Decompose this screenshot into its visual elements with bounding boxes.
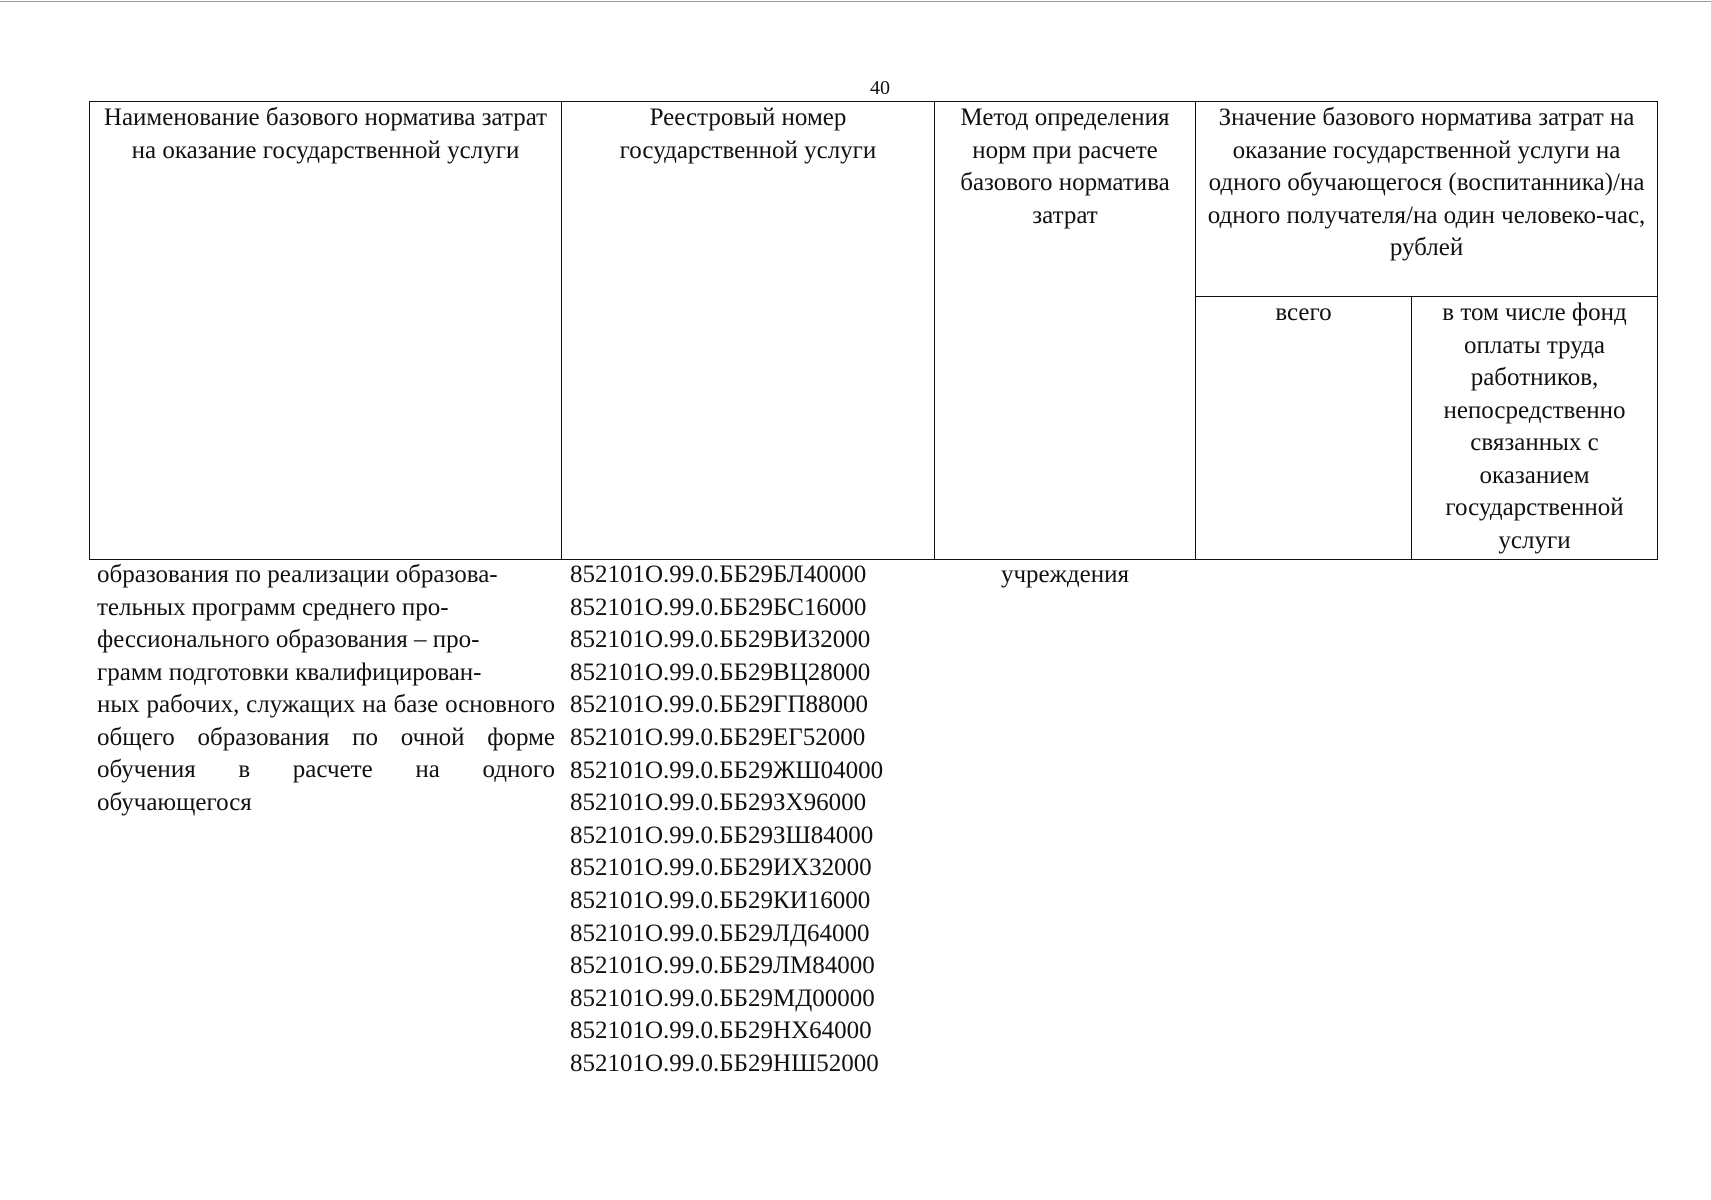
registry-code: 852101О.99.0.ББ29ВЦ28000 [570,658,871,686]
registry-code: 852101О.99.0.ББ29ЕГ52000 [570,723,866,751]
registry-code: 852101О.99.0.ББ29ЛД64000 [570,919,870,947]
registry-code: 852101О.99.0.ББ29КИ16000 [570,886,871,914]
registry-code: 852101О.99.0.ББ29ЗШ84000 [570,821,874,849]
registry-code: 852101О.99.0.ББ29ГП88000 [570,691,869,719]
header-cell-norm-value: Значение базового норматива затрат на оказание государственной услуги на одного обучающегося (воспитанника)/на одного получателя/на один человеко-час, рублей [1196,102,1658,297]
registry-code: 852101О.99.0.ББ29БЛ40000 [570,561,867,588]
registry-code: 852101О.99.0.ББ29МД00000 [570,984,875,1012]
header-cell-method: Метод определения норм при расчете базового норматива затрат [935,102,1196,560]
registry-code: 852101О.99.0.ББ29НХ64000 [570,1017,872,1045]
registry-code: 852101О.99.0.ББ29ЛМ84000 [570,952,875,980]
registry-code: 852101О.99.0.ББ29ЗХ96000 [570,789,867,817]
header-cell-total: всего [1196,297,1412,560]
registry-code: 852101О.99.0.ББ29ВИ32000 [570,626,871,654]
header-cell-norm-name: Наименование базового норматива затрат на оказание государственной услуги [90,102,562,560]
header-cell-payroll: в том числе фонд оплаты труда работников, непосредственно связанных с оказанием государственной услуги [1412,297,1658,560]
registry-code: 852101О.99.0.ББ29БС16000 [570,593,867,621]
registry-code: 852101О.99.0.ББ29ИХ32000 [570,854,872,882]
table-header [89,101,1658,560]
registry-code: 852101О.99.0.ББ29НШ52000 [570,1049,879,1077]
service-name-text: образования по реализации образова- тельных программ среднего про- фессионального образования – про- грамм подготовки квалифицирован- ных рабочих, служащих на базе основного общего образования по очной форме обучения в расчете на одного обучающегося [97,561,555,816]
method-text: учреждения [1000,561,1129,588]
registry-code-list [570,559,940,1081]
registry-code: 852101О.99.0.ББ29ЖШ04000 [570,756,884,784]
scan-top-edge-line [0,1,1711,2]
header-cell-registry-number: Реестровый номер государственной услуги [562,102,935,560]
page-number: 40 [870,77,890,99]
